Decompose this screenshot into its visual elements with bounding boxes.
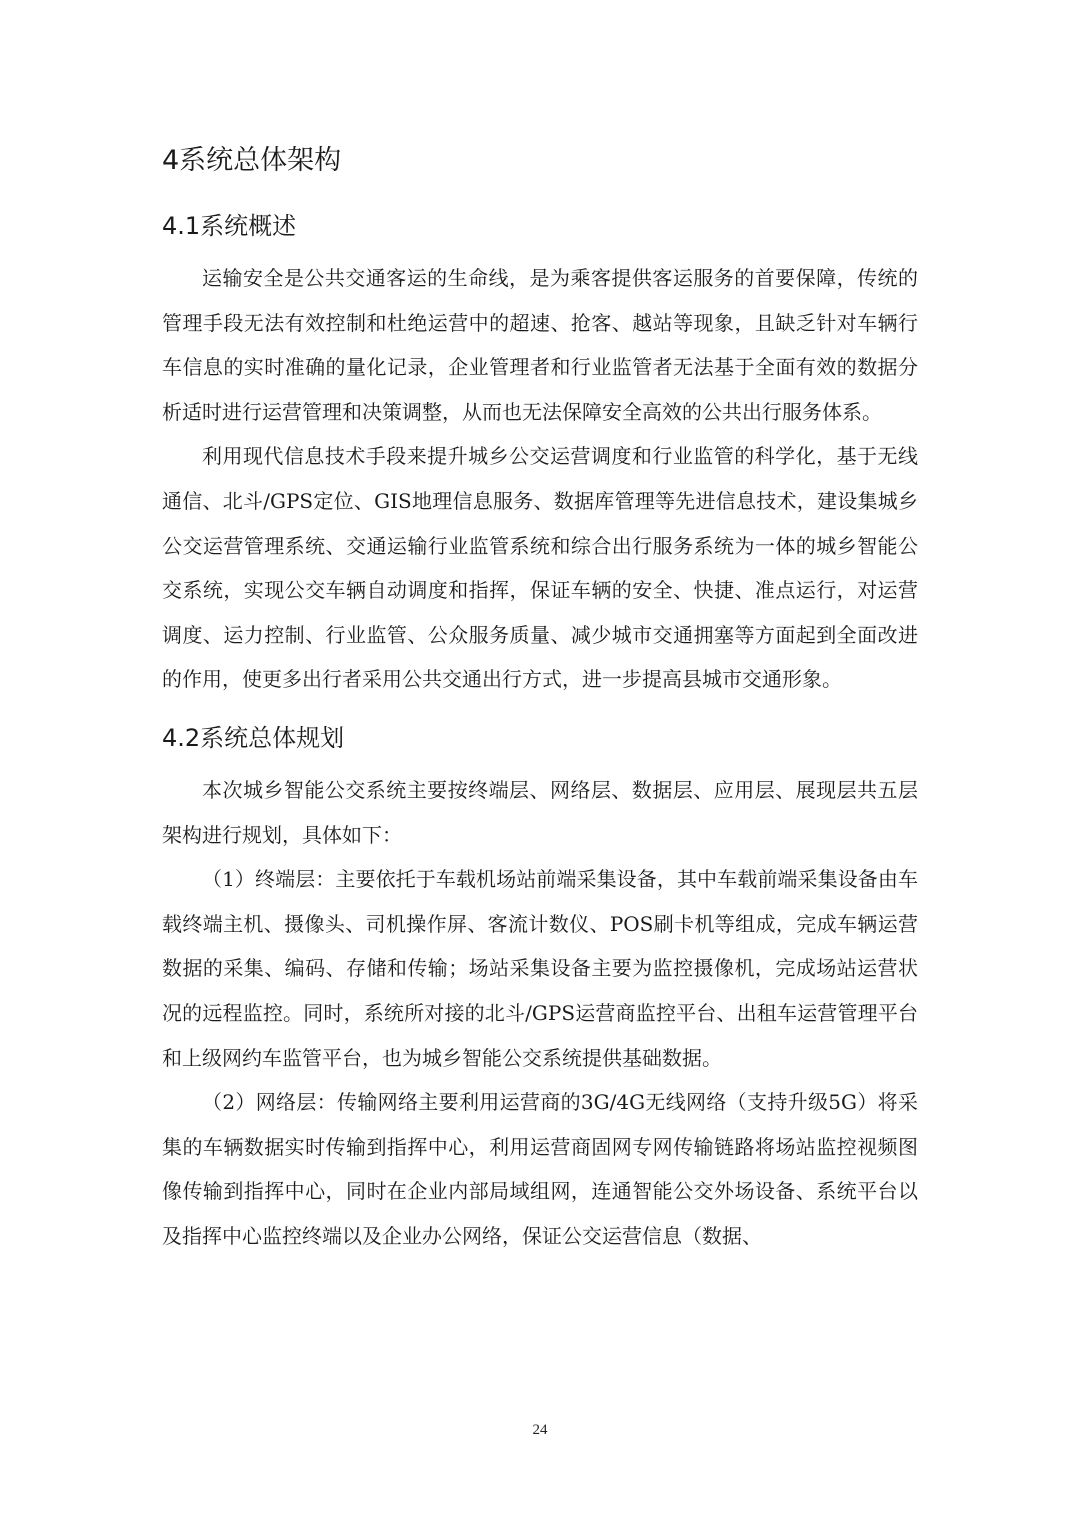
paragraph-transport-safety: 运输安全是公共交通客运的生命线，是为乘客提供客运服务的首要保障，传统的管理手段无法有效控制和杜绝运营中的超速、抢客、越站等现象，且缺乏针对车辆行车信息的实时准确的量化记录，企业管理者和行业监管者无法基于全面有效的数据分析适时进行运营管理和决策调整，从而也无法保障安全高效的公共出行服务体系。 xyxy=(162,266,918,424)
subsection-title-planning: 4.2系统总体规划 xyxy=(162,723,345,752)
paragraph-information-technology: 利用现代信息技术手段来提升城乡公交运营调度和行业监管的科学化，基于无线通信、北斗/GPS定位、GIS地理信息服务、数据库管理等先进信息技术，建设集城乡公交运营管理系统、交通运输行业监管系统和综合出行服务系统为一体的城乡智能公交系统，实现公交车辆自动调度和指挥，保证车辆的安全、快捷、准点运行，对运营调度、运力控制、行业监管、公众服务质量、减少城市交通拥塞等方面起到全面改进的作用，使更多出行者采用公共交通出行方式，进一步提高县城市交通形象。 xyxy=(162,444,918,692)
page-number: 24 xyxy=(532,1422,548,1438)
paragraph-network-layer: （2）网络层：传输网络主要利用运营商的3G/4G无线网络（支持升级5G）将采集的车辆数据实时传输到指挥中心，利用运营商固网专网传输链路将场站监控视频图像传输到指挥中心，同时在企业内部局域组网，连通智能公交外场设备、系统平台以及指挥中心监控终端以及企业办公网络，保证公交运营信息（数据、 xyxy=(162,1090,918,1248)
document-page xyxy=(162,140,918,1258)
section-title: 4系统总体架构 xyxy=(162,145,342,176)
subsection-title-overview: 4.1系统概述 xyxy=(162,212,297,240)
paragraph-terminal-layer: （1）终端层：主要依托于车载机场站前端采集设备，其中车载前端采集设备由车载终端主机、摄像头、司机操作屏、客流计数仪、POS刷卡机等组成，完成车辆运营数据的采集、编码、存储和传输；场站采集设备主要为监控摄像机，完成场站运营状况的远程监控。同时，系统所对接的北斗/GPS运营商监控平台、出租车运营管理平台和上级网约车监管平台，也为城乡智能公交系统提供基础数据。 xyxy=(162,867,918,1070)
paragraph-planning-intro: 本次城乡智能公交系统主要按终端层、网络层、数据层、应用层、展现层共五层架构进行规划，具体如下： xyxy=(162,777,918,847)
